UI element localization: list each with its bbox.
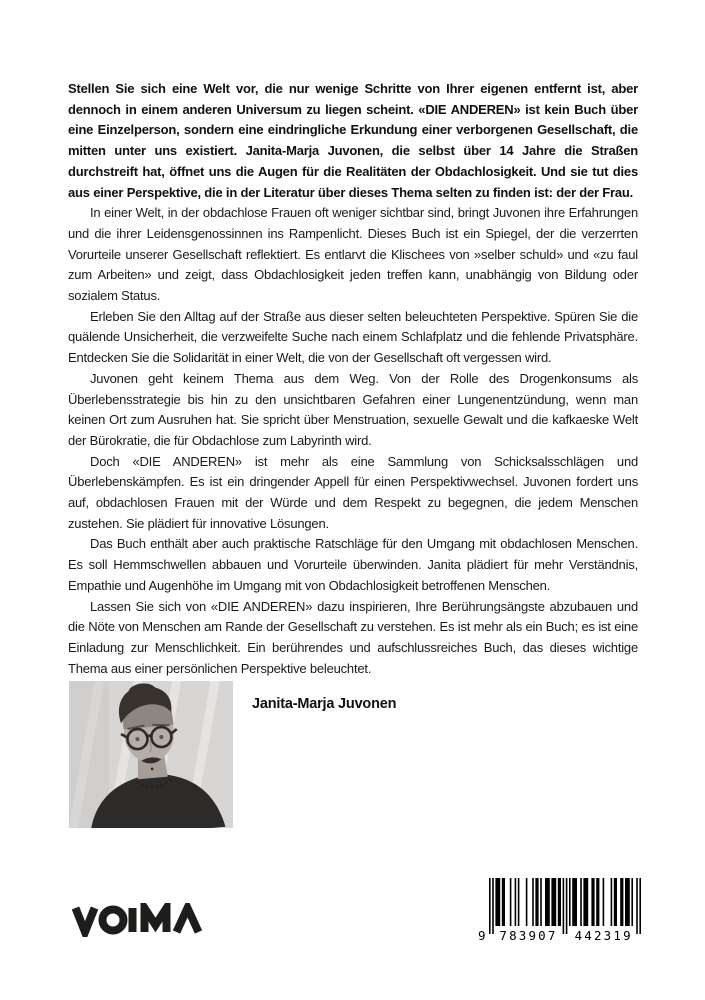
barcode-digits-right: 442319 — [574, 928, 631, 943]
body-paragraph: Erleben Sie den Alltag auf der Straße aus dieser selten beleuchteten Perspektive. Spüren Sie die quälende Unsicherheit, die verzweifelte Suche nach einem Schlafplatz und die fehlende Privatsphäre. Entdecken Sie die Solidarität in einer Welt, die von der Gesellschaft oft vergessen wird. — [68, 308, 638, 366]
body-paragraph: In einer Welt, in der obdachlose Frauen oft weniger sichtbar sind, bringt Juvonen ihre Erfahrungen und die ihrer Leidensgenossinnen ins Rampenlicht. Dieses Buch ist ein Spiegel, der die verzerrten Vorurteile unserer Gesellschaft reflektiert. Es entlarvt die Klischees von »selber schuld» und «zu faul zum Arbeiten» und zeigt, dass Obdachlosigkeit jeden treffen kann, unabhängig von Bildung oder sozialem Status. — [68, 205, 638, 304]
body-paragraph: Doch «DIE ANDEREN» ist mehr als eine Sammlung von Schicksalsschlägen und Überlebenskämpfen. Es ist ein dringender Appell für einen Perspektivwechsel. Juvonen fordert uns auf, obdachlosen Frauen mit der Würde und dem Respekt zu begegnen, die jedem Menschen zustehen. Sie plädiert für innovative Lösungen. — [68, 453, 638, 531]
barcode-digits-left: 783907 — [499, 928, 556, 943]
body-paragraph: Juvonen geht keinem Thema aus dem Weg. Von der Rolle des Drogenkonsums als Überlebensstrategie bis hin zu den unsichtbaren Gefahren einer Lungenentzündung, wenn man keinen Ort zum Ausruhen hat. Sie spricht über Menstruation, sexuelle Gewalt und die kafkaeske Welt der Bürokratie, die für Obdachlose zum Labyrinth wird. — [68, 370, 638, 448]
isbn-barcode — [475, 876, 647, 949]
body-paragraph: Lassen Sie sich von «DIE ANDEREN» dazu inspirieren, Ihre Berührungsängste abzubauen und die Nöte von Menschen am Rande der Gesellschaft zu verstehen. Es ist mehr als ein Buch; es ist eine Einladung zur Menschlichkeit. Ein berührendes und aufschlussreiches Buch, das dieses wichtige Thema aus einer persönlichen Perspektive beleuchtet. — [68, 598, 638, 676]
publisher-logo — [70, 903, 207, 942]
body-paragraph: Das Buch enthält aber auch praktische Ratschläge für den Umgang mit obdachlosen Menschen. Es soll Hemmschwellen abbauen und Vorurteile überwinden. Janita plädiert für mehr Verständnis, Empathie und Augenhöhe im Umgang mit von Obdachlosigkeit betroffenen Menschen. — [68, 536, 638, 593]
blurb-text-block — [68, 79, 638, 679]
voima-logo-icon — [70, 903, 207, 937]
intro-paragraph: Stellen Sie sich eine Welt vor, die nur wenige Schritte von Ihrer eigenen entfernt ist, aber dennoch in einem anderen Universum zu liegen scheint. «DIE ANDEREN» ist kein Buch über eine Einzelperson, sondern eine eindringliche Erkundung einer verborgenen Gesellschaft, die mitten unter uns existiert. Janita-Marja Juvonen, die selbst über 14 Jahre die Straßen durchstreift hat, öffnet uns die Augen für die Realitäten der Obdachlosigkeit. Und sie tut dies aus einer Perspektive, die in der Literatur über dieses Thema selten zu finden ist: der der Frau. — [68, 81, 638, 200]
author-photo — [69, 681, 233, 828]
author-name: Janita-Marja Juvonen — [252, 696, 397, 712]
barcode-digit-first: 9 — [478, 928, 486, 943]
